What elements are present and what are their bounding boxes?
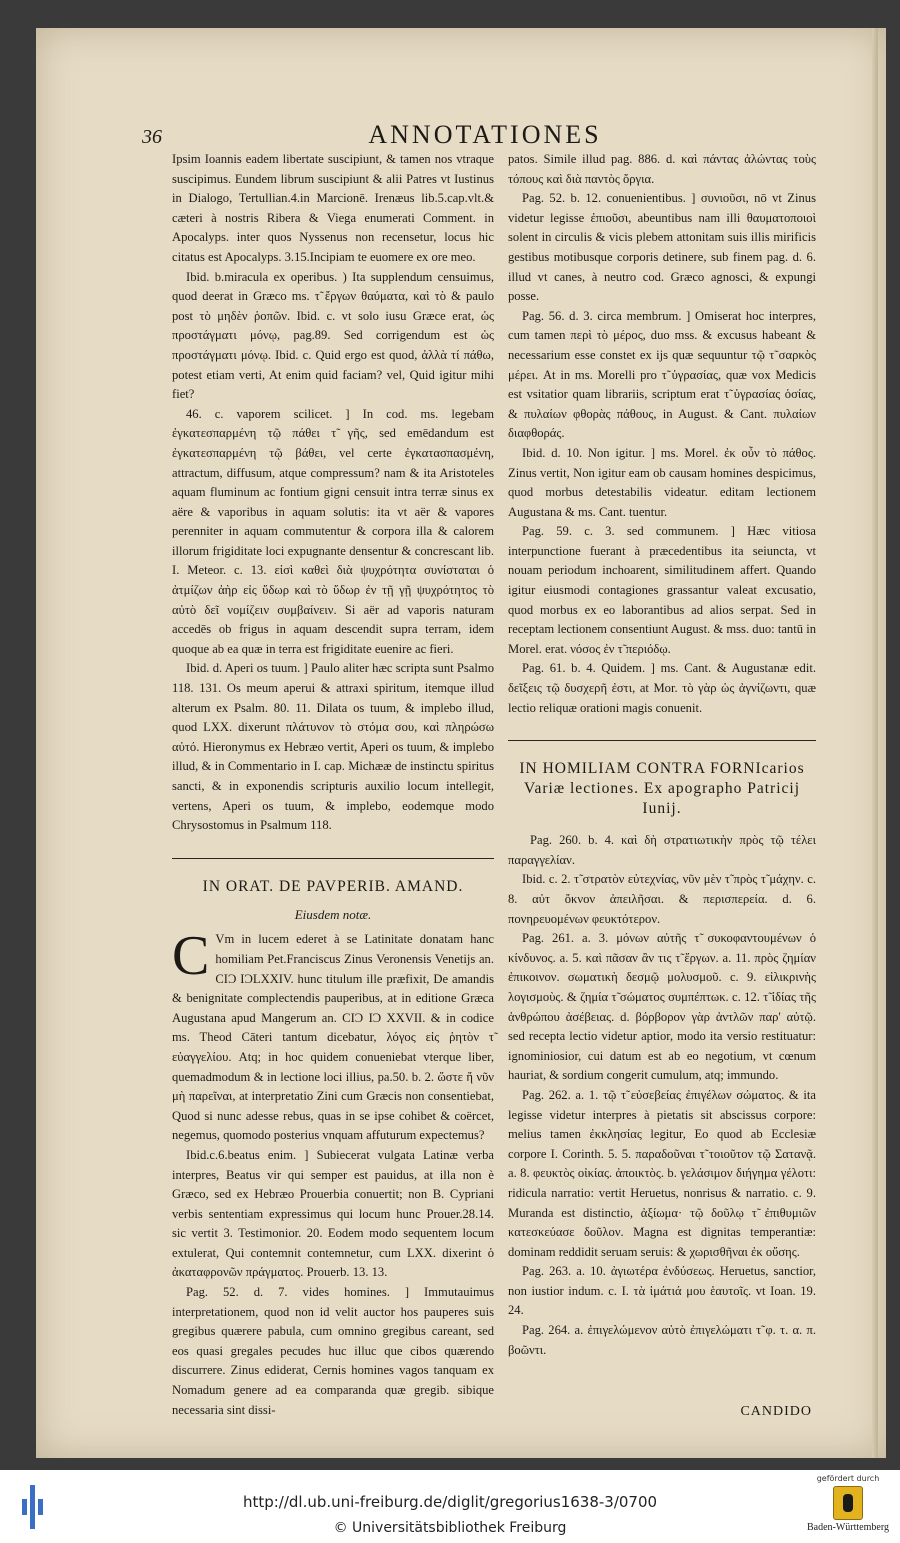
paragraph-text: Vm in lucem ederet à se Latinitate donatam hanc homiliam Pet.Franciscus Zinus Veronensis Venetijs an. CIƆ IƆLXXIV. hunc titulum ille præfixit, De amandis & benignitate complectendis pauperibus, at in editione Græca Augustana apud Mangerum an. CIƆ IƆ XXVII. & in codice ms. Theod Cāteri tantum dicebatur, λόγος εἰς ῥητὸν τ̃ εὐαγγελίου. Atq; in hoc quidem conueniebat vterque liber, quemadmodum & in lectione loci illius, pa.50. b. 2. ὥστε ἤ νῦν μὴ παρεῖναι, at interpretatio Zini cum Græcis non consentiebat, Quod si nunc adesse rebus, quas in se ipse cohibet & coërcet, negemus, quomodo posterius vnquam affuturum expectemus? bbox=[172, 932, 494, 1143]
permalink-url[interactable]: http://dl.ub.uni-freiburg.de/diglit/gregorius1638-3/0700 bbox=[242, 1493, 658, 1511]
page-edge bbox=[872, 28, 878, 1458]
paragraph: Ibid. b.miracula ex operibus. ) Ita supplendum censuimus, quod deerat in Græco ms. τ̃ ἔργων θαύματα, καὶ τὸ & paulo post τὸ μηδὲν ῥοπῶν. Ibid. c. vt solo iusu Græce erat, ὡς προστάγματι μόνῳ, pag.89. Sed corrigendum est ὡς προστάγματι μόνῳ. Ibid. c. Quid ergo est quod, ἀλλὰ τί πάθω, potest etiam verti, At enim quid faciam? vel, Quid igitur mihi fiet? bbox=[172, 269, 494, 402]
paragraph: Pag. 61. b. 4. Quidem. ] ms. Cant. & Augustanæ edit. δεῖξεις τῷ δυσχερῆ ἐστι, at Mor. τὸ γὰρ ὡς ἀγνίζωντι, quæ lectio reliquæ orationi magis conuenit. bbox=[508, 661, 816, 715]
viewer-footer bbox=[0, 1470, 900, 1543]
running-head bbox=[140, 120, 830, 150]
section-subtitle: Eiusdem notæ. bbox=[294, 906, 372, 922]
state-seal-icon bbox=[833, 1486, 863, 1520]
page-number: 36 bbox=[142, 126, 162, 148]
paragraph: Ibid.c.6.beatus enim. ] Subiecerat vulgata Latinæ verba interpres, Beatus vir qui semper est pauidus, at illa non è Græco, sed ex Hebræo Prouerbia conuertit; non B. Cypriani verbis sententiam expressimus qui locum hunc Prouer.28.14. sic vertit 3. Testimonior. 20. Eodem modo sequentem locum extulerat, Qui contemnit contemnetur, cum LXX. dixerint ὁ ἀκαταφρονῶν πράγματος. Prouerb. 13. 13. bbox=[172, 1147, 494, 1280]
drop-cap: C bbox=[172, 925, 210, 988]
section-title: IN HOMILIAM CONTRA FORNIcarios Variæ lectiones. Ex apographo Patricij Iunij. bbox=[519, 760, 805, 818]
paragraph: Pag. 263. a. 10. ἀγιωτέρα ἐνδύσεως. Heruetus, sanctior, non iustior indum. c. I. τὰ ἱμάτιά μου ἑαυτοῖς. vt Ioan. 19. 24. bbox=[508, 1264, 816, 1318]
paragraph: Pag. 261. a. 3. μόνων αὐτῆς τ̃ συκοφαντουμένων ὁ κίνδυνος. a. 5. καὶ πᾶσαν ἂν τις τ̃ ἔργων. a. 11. πρὸς ζημίαν ἐπικοινον. σωματικὴ δεσμῷ μολυσμοῦ. c. 9. εἰλικρινὴς λογισμοὺς. & ζημία τ̃ σώματος συμπέπτωκ. c. 12. τ̃ ἰδίας τῆς ἀνθρώπου ἀσέβειας. d. βόρβορον γὰρ ἀντλῶν παρ' αὐτῷ. sed recepta lectio videtur aptior, modo ita versio restituatur: ignominiosior, cui datum est ab eo negotium, vt cœnum hauriat, & sordium congerit cumulum, atq; immundo. bbox=[508, 931, 816, 1083]
paragraph: Pag. 262. a. 1. τῷ τ̃ εὐσεβείας ἐπιγέλων σώματος. & ita legisse videtur interpres à pietatis sit abscissus corpore: melius tamen ἐκκλησίας legitur, Eo quod ab Ecclesiæ corpore I. Corinth. 5. 5. παραδοῦναι τ̃ τοιοῦτον τῷ Σατανᾷ. a. 8. φευκτὸς οἰκίας. ἀποικτὸς. b. γελάσιμον διήγημα γέλοτι: ridicula narratio: vertit Heruetus, nonrisus & narratio. c. 9. Muranda est distinctio, ἀξίωμα· τῷ δοῦλῳ τ̃ ἐπιθυμιῶν κατεσκεύασε δοῦλον. Magna est dignitas temperantiæ: dominam reddidit seruam seruis: & χωρισθῆναι ἐκ οὔσης. bbox=[508, 1087, 816, 1259]
running-title: ANNOTATIONES bbox=[368, 120, 602, 149]
paragraph: Pag. 264. a. ἐπιγελώμενον αὐτὸ ἐπιγελώματι τ̃ φ. τ. α. π. βοῶντι. bbox=[508, 1323, 816, 1357]
paragraph: Pag. 56. d. 3. circa membrum. ] Omiserat hoc interpres, cum tamen περὶ τὸ μέρος, duo mss. & excusus habeant & necessarium esse constet ex ijs quæ sequuntur τῷ τ̃ σαρκὸς μέρει. At in ms. Morelli pro τ̃ ὑγρασίας, quæ vox Medicis est vsitatior quam librariis, scriptum erat τ̃ ὑγρασίας ὁσίας, & πυλαίων φθορὰς πάθους, in August. & Cant. πυλαίων διαφθοράς. bbox=[508, 308, 816, 441]
paragraph: Pag. 52. d. 7. vides homines. ] Immutauimus interpretationem, quod non id velit auctor hos pauperes suis gregibus quærere pabula, cum omnino gregibus careant, sed eos quasi gregales pecudes huc illuc que cibos quærendo discurrere. Zinus ediderat, Cernis homines vagos tanquam ex Nomadum genere ad ea comparanda quæ gregib. sibique necessaria sint dissi- bbox=[172, 1285, 494, 1417]
paragraph: Ipsim Ioannis eadem libertate suscipiunt, & tamen nos vtraque suscipimus. Eundem librum suscipiunt & alii Patres vt Iustinus in Dialogo, Tertullian.4.in Marcionē. Irenæus lib.5.cap.vlt.& cæteri à nostris Ribera & Viega enumerati Comment. in Apocalyps. inter quos Nyssenus non recensetur, locus hic citatus est Apocalyps. 3.15.Incipiam te euomere ex ore meo. bbox=[172, 152, 494, 264]
catchword: CANDIDO bbox=[740, 1404, 812, 1420]
sponsor-badge[interactable] bbox=[800, 1474, 896, 1540]
paragraph: Pag. 260. b. 4. καὶ δὴ στρατιωτικὴν πρὸς τῷ τέλει παραγγελίαν. bbox=[508, 833, 816, 867]
paragraph: Pag. 52. b. 12. conuenientibus. ] συνιοῦσι, nō vt Zinus videtur legisse ἐπιοῦσι, abeuntibus nam illi θαυματοποιοὶ solent in circulis & vicis plebem attonitam suis illis mirificis gestibus motibusque corporis detinere, sub finem pag. d. 6. illud vt canes, à neutro cod. Græco agnosci, & expungi posse. bbox=[508, 191, 816, 304]
paragraph: patos. Simile illud pag. 886. d. καὶ πάντας ἀλώντας τοὺς τόπους καὶ διὰ παντὸς ὄργια. bbox=[508, 152, 816, 186]
paragraph: 46. c. vaporem scilicet. ] In cod. ms. legebam ἐγκατεσπαρμένη τῷ πάθει τ̃ γῆς, sed emēdandum est ἐγκατεσπαρμένη τῷ βάθει, vel certe ἐγκατασπασμένη, attractum, diffusum, atque compressum? nam & ita Aristoteles aquam fluminum ac fontium gigni censuit intra terræ sinus ex aëre & vaporibus in aquam solutis: ita vt aër & vapores perenniter in aquam commutentur & corpora illa & calorem illorum frigiditate loci expugnante densentur & concrescant lib. I. Meteor. c. 13. εἰσὶ καθεὶ διὰ ψυχρότητα συνίσταται ὁ ἀτμίζων ἀὴρ εἰς ὕδωρ καὶ τὸ ὕδωρ ἐν τῇ γῇ ψυχρότητος τὸ αὐτὸ δεῖ νομίζειν συμβαίνειν. Si aër ad vaporis naturam accedēs ob frigus in aquam descendit supra terram, idem quoque ab ea quæ in terra est frigiditate euenire ac fieri. bbox=[172, 406, 494, 656]
sponsor-name: Baden-Württemberg bbox=[806, 1522, 889, 1533]
paragraph: Ibid. d. 10. Non igitur. ] ms. Morel. ἐκ οὖν τὸ πάθος. Zinus vertit, Non igitur eam ob causam homines despicimus, quod morbus detestabilis videatur. editam lectionem Augustana & ms. Cant. tuentur. bbox=[508, 445, 816, 519]
right-column bbox=[508, 150, 816, 1422]
paragraph: Ibid. d. Aperi os tuum. ] Paulo aliter hæc scripta sunt Psalmo 118. 131. Os meum aperui & attraxi spiritum, itemque illud alterum ex Psalm. 80. 11. Dilata os tuum, & implebo illud, quod LXX. dixerunt πλάτυνον τὸ στόμα σου, καὶ πληρώσω αὐτό. Hieronymus ex Hebræo vertit, Aperi os tuum, & implebo illud, & in Commentario in I. cap. Michææ de instinctu spiritus sancti, & in exponendis scripturis auxilio locum intellegit, vertens, Aperi os tuum, & implebo, eodemque modo Chrysostomus in Psalmum 118. bbox=[172, 661, 494, 833]
paragraph: Ibid. c. 2. τ̃ στρατὸν εὐτεχνίας, νῦν μὲν τ̃ πρὸς τ̃ μάχην. c. 8. αὐτ ὄκνον ἀπειλῆσαι. & περισπερεία. d. 6. πονηρευομένων φευκτότερον. bbox=[508, 872, 816, 926]
copyright-notice: © Universitätsbibliothek Freiburg bbox=[333, 1520, 567, 1536]
paragraph bbox=[172, 925, 494, 1146]
paragraph: Pag. 59. c. 3. sed communem. ] Hæc vitiosa interpunctione fuerant à præcedentibus ita seiuncta, vt nouam periodum inchoarent, similitudinem affert. Quando igitur eiusmodi contagiones grassantur valeat excusatio, quod morbus ex eo laborantibus ad alios serpat. Sed in receptam lectionem consentiunt August. & mss. duo: tantū in Morel. erat. νόσος ἐν τ̃ περιόδῳ. bbox=[508, 524, 816, 656]
section-rule bbox=[508, 740, 816, 741]
section-title: IN ORAT. DE PAVPERIB. AMAND. bbox=[202, 877, 464, 895]
section-rule bbox=[172, 858, 494, 859]
left-column bbox=[172, 150, 494, 1420]
sponsor-caption: gefördert durch bbox=[816, 1474, 880, 1483]
